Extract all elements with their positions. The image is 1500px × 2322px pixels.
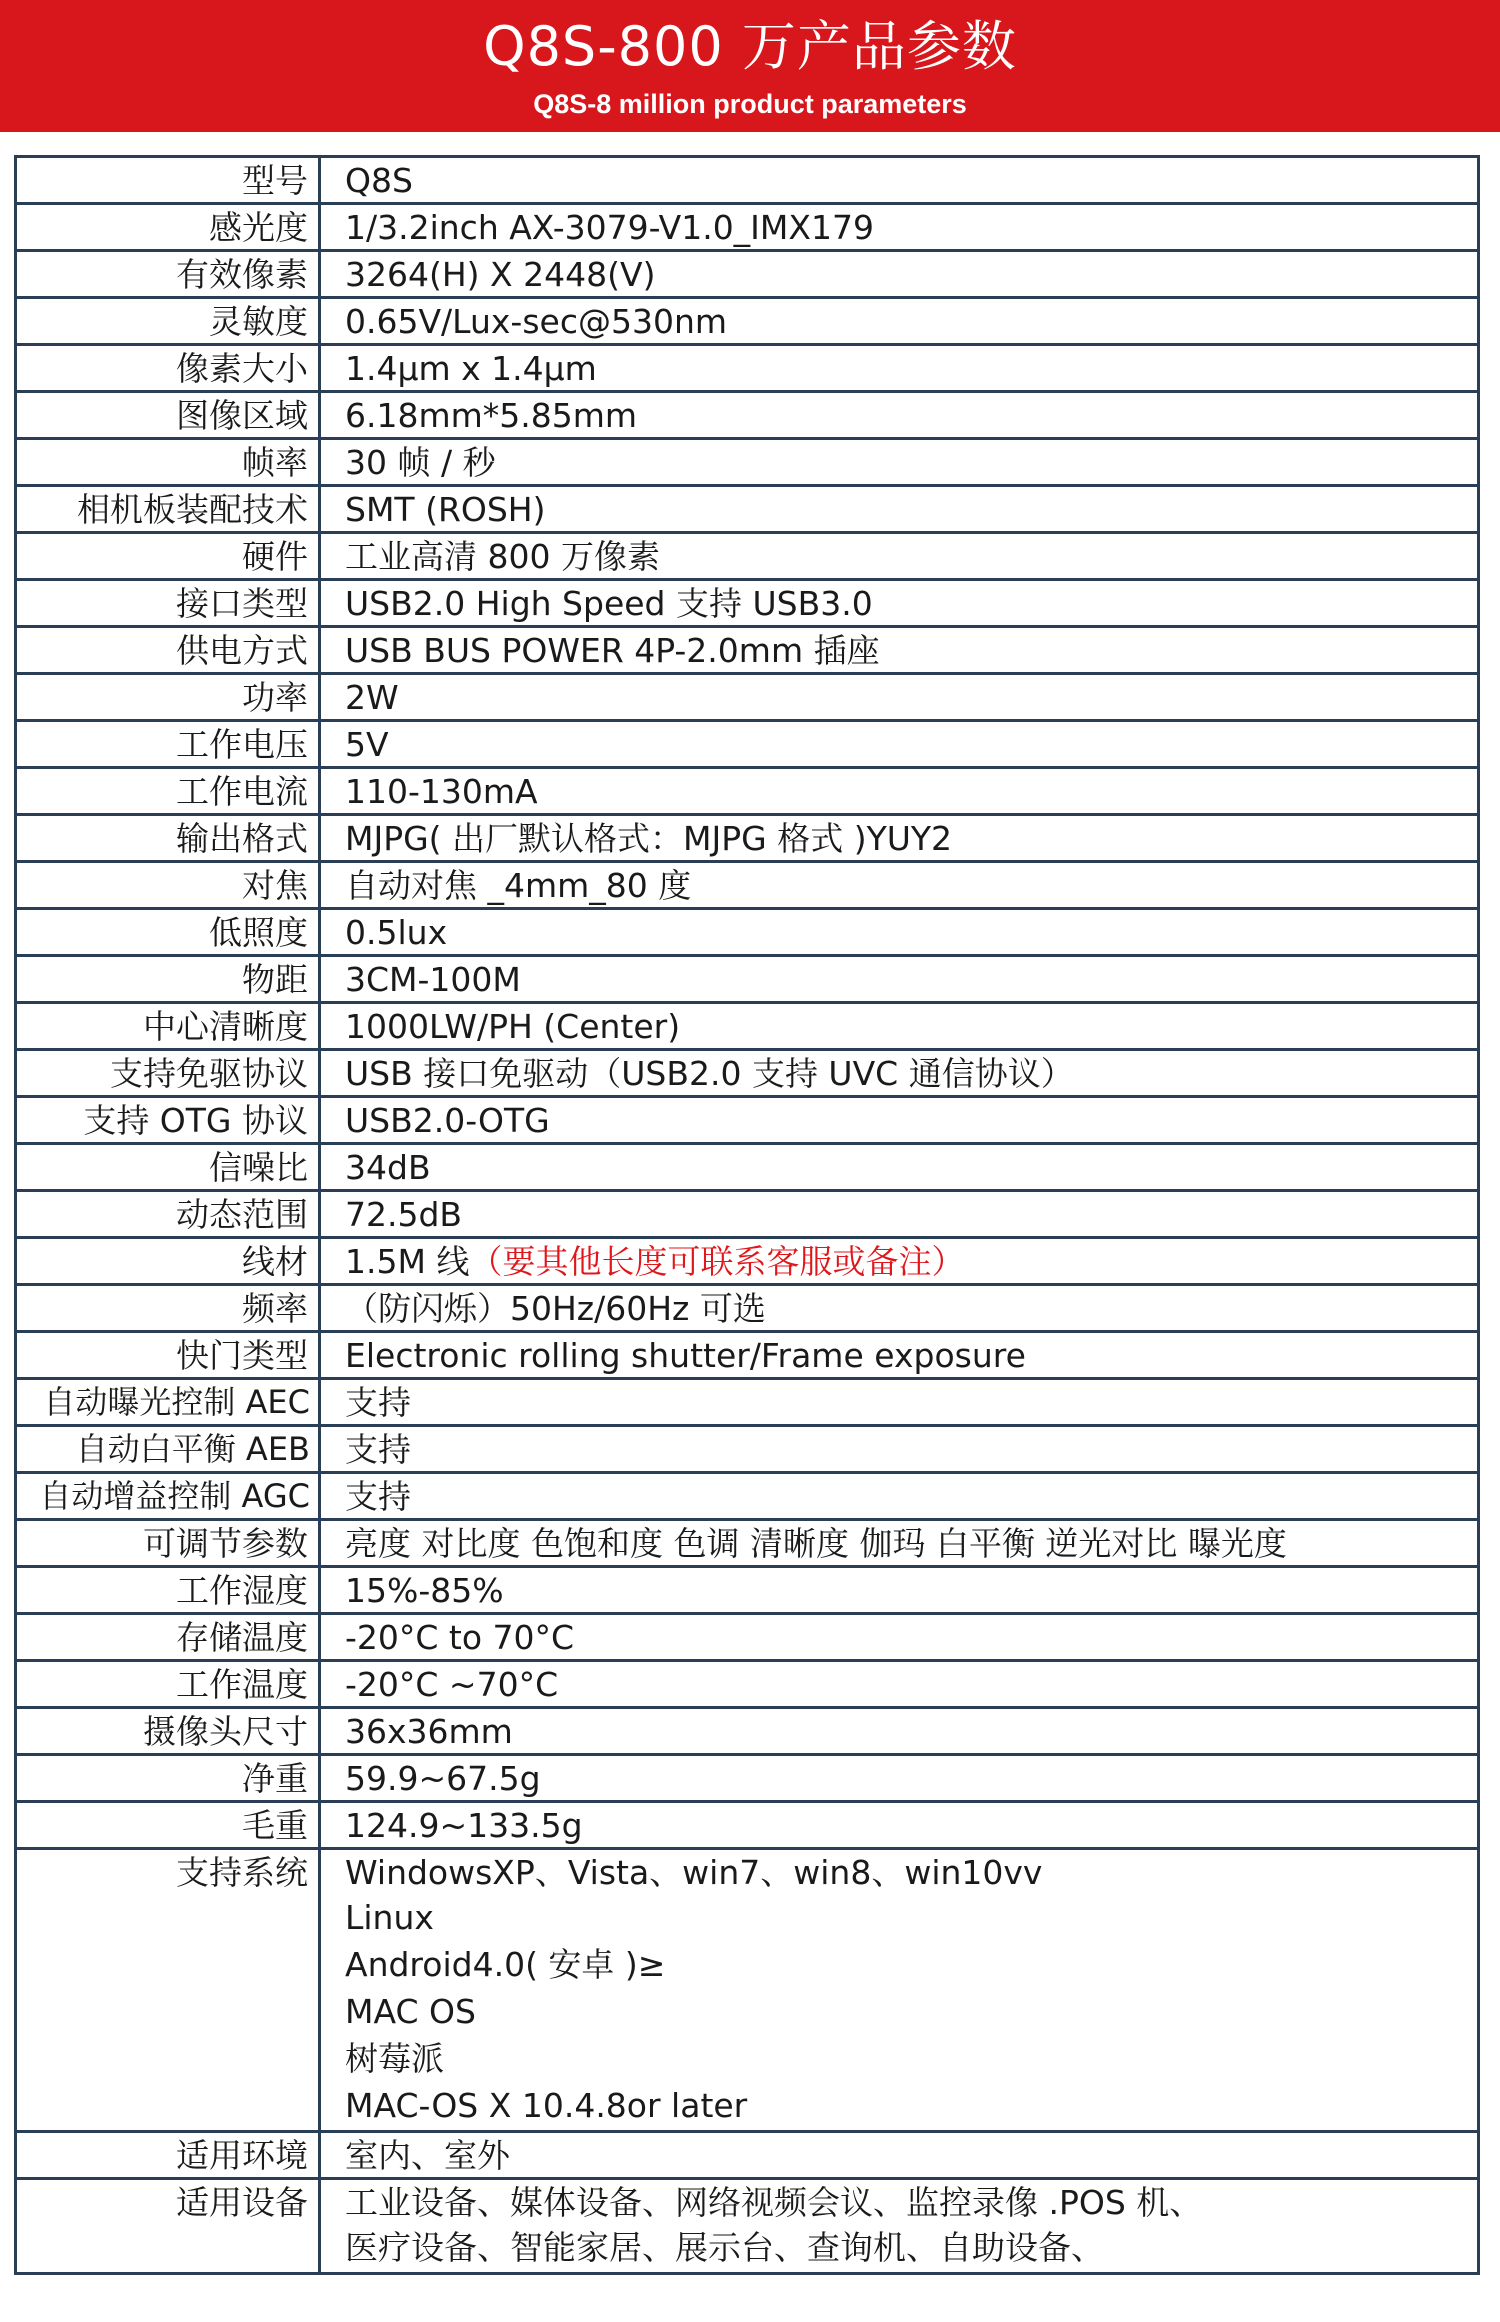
- spec-value-text: 1/3.2inch AX-3079-V1.0_IMX179: [345, 208, 874, 247]
- spec-value-note: （要其他长度可联系客服或备注）: [469, 1242, 965, 1281]
- spec-value-text: Q8S: [345, 161, 413, 200]
- spec-value: [320, 2179, 1479, 2274]
- spec-value-text: USB BUS POWER 4P-2.0mm 插座: [345, 631, 880, 670]
- spec-value-text: USB2.0-OTG: [345, 1101, 550, 1140]
- spec-value: [320, 251, 1479, 298]
- spec-value: [320, 956, 1479, 1003]
- spec-value-line: 医疗设备、智能家居、展示台、查询机、自助设备、: [345, 2228, 1104, 2267]
- spec-row: [16, 439, 1479, 486]
- spec-label: 型号: [16, 157, 320, 204]
- spec-row: [16, 1849, 1479, 2132]
- spec-row: [16, 204, 1479, 251]
- spec-label: 像素大小: [16, 345, 320, 392]
- spec-label: 感光度: [16, 204, 320, 251]
- spec-value-text: USB2.0 High Speed 支持 USB3.0: [345, 584, 873, 623]
- spec-row: [16, 815, 1479, 862]
- spec-value: [320, 486, 1479, 533]
- spec-value: [320, 1238, 1479, 1285]
- spec-value: [320, 298, 1479, 345]
- spec-value: [320, 1191, 1479, 1238]
- spec-value: [320, 1567, 1479, 1614]
- spec-value-text: 0.65V/Lux-sec@530nm: [345, 302, 728, 341]
- spec-label: 功率: [16, 674, 320, 721]
- spec-row: [16, 1238, 1479, 1285]
- spec-label: 可调节参数: [16, 1520, 320, 1567]
- spec-value: [320, 1426, 1479, 1473]
- page-title: Q8S-800 万产品参数: [483, 15, 1017, 78]
- spec-value: [320, 1473, 1479, 1520]
- spec-row: [16, 627, 1479, 674]
- spec-value-text: 1.4μm x 1.4μm: [345, 349, 597, 388]
- spec-row: [16, 1097, 1479, 1144]
- spec-value: [320, 1614, 1479, 1661]
- spec-row: [16, 1003, 1479, 1050]
- spec-value-text: -20°C to 70°C: [345, 1618, 575, 1657]
- spec-value: [320, 768, 1479, 815]
- spec-row: [16, 392, 1479, 439]
- spec-value-text: Electronic rolling shutter/Frame exposure: [345, 1336, 1026, 1375]
- spec-value: [320, 1003, 1479, 1050]
- spec-label: 帧率: [16, 439, 320, 486]
- spec-row: [16, 486, 1479, 533]
- spec-row: [16, 1426, 1479, 1473]
- spec-label: 工作电压: [16, 721, 320, 768]
- spec-row: [16, 1332, 1479, 1379]
- spec-value-line: 工业设备、媒体设备、网络视频会议、监控录像 .POS 机、: [345, 2183, 1203, 2222]
- spec-value: [320, 721, 1479, 768]
- spec-value-text: SMT (ROSH): [345, 490, 546, 529]
- spec-value-text: 15%-85%: [345, 1571, 504, 1610]
- spec-row: [16, 580, 1479, 627]
- spec-value-text: 2W: [345, 678, 399, 717]
- spec-value: [320, 533, 1479, 580]
- spec-row: [16, 157, 1479, 204]
- spec-value-text: 支持: [345, 1477, 411, 1516]
- spec-row: [16, 1520, 1479, 1567]
- spec-value-text: 支持: [345, 1383, 411, 1422]
- spec-row: [16, 768, 1479, 815]
- spec-label: 低照度: [16, 909, 320, 956]
- spec-value-text: 59.9~67.5g: [345, 1759, 541, 1798]
- spec-value-text: 5V: [345, 725, 389, 764]
- spec-value: [320, 1849, 1479, 2132]
- spec-value-text: 室内、室外: [345, 2136, 510, 2175]
- spec-row: [16, 1379, 1479, 1426]
- spec-row: [16, 1473, 1479, 1520]
- spec-value-text: 自动对焦 _4mm_80 度: [345, 866, 692, 905]
- spec-value-line: Android4.0( 安卓 )≥: [345, 1945, 666, 1984]
- spec-value-line: WindowsXP、Vista、win7、win8、win10vv: [345, 1853, 1043, 1892]
- header-banner: [0, 0, 1500, 132]
- spec-row: [16, 1614, 1479, 1661]
- spec-value-line: 树莓派: [345, 2039, 444, 2078]
- spec-value: [320, 2132, 1479, 2179]
- spec-label: 适用设备: [16, 2179, 320, 2274]
- spec-label: 快门类型: [16, 1332, 320, 1379]
- spec-value: [320, 627, 1479, 674]
- spec-value-text: -20°C ~70°C: [345, 1665, 559, 1704]
- spec-row: [16, 956, 1479, 1003]
- spec-row: [16, 1661, 1479, 1708]
- spec-value: [320, 862, 1479, 909]
- spec-row: [16, 1191, 1479, 1238]
- spec-label: 动态范围: [16, 1191, 320, 1238]
- spec-label: 相机板装配技术: [16, 486, 320, 533]
- spec-row: [16, 345, 1479, 392]
- spec-label: 毛重: [16, 1802, 320, 1849]
- spec-row: [16, 1802, 1479, 1849]
- spec-label: 信噪比: [16, 1144, 320, 1191]
- spec-label: 输出格式: [16, 815, 320, 862]
- spec-value: [320, 1708, 1479, 1755]
- spec-value-text: 30 帧 / 秒: [345, 443, 496, 482]
- spec-label: 图像区域: [16, 392, 320, 439]
- spec-value-text: 3264(H) X 2448(V): [345, 255, 656, 294]
- spec-label: 工作电流: [16, 768, 320, 815]
- spec-row: [16, 251, 1479, 298]
- spec-label: 接口类型: [16, 580, 320, 627]
- spec-label: 净重: [16, 1755, 320, 1802]
- spec-label: 中心清晰度: [16, 1003, 320, 1050]
- spec-value: [320, 1379, 1479, 1426]
- spec-row: [16, 2179, 1479, 2274]
- spec-value: [320, 674, 1479, 721]
- spec-row: [16, 298, 1479, 345]
- spec-row: [16, 862, 1479, 909]
- spec-value-text: （防闪烁）50Hz/60Hz 可选: [345, 1289, 766, 1328]
- spec-value: [320, 1520, 1479, 1567]
- spec-value: [320, 580, 1479, 627]
- spec-label: 对焦: [16, 862, 320, 909]
- spec-row: [16, 1144, 1479, 1191]
- spec-value: [320, 204, 1479, 251]
- spec-value-line: MAC-OS X 10.4.8or later: [345, 2086, 748, 2125]
- spec-row: [16, 533, 1479, 580]
- spec-label: 摄像头尺寸: [16, 1708, 320, 1755]
- spec-label: 灵敏度: [16, 298, 320, 345]
- spec-label: 有效像素: [16, 251, 320, 298]
- spec-row: [16, 1567, 1479, 1614]
- spec-label: 硬件: [16, 533, 320, 580]
- spec-value-text: 72.5dB: [345, 1195, 463, 1234]
- spec-row: [16, 2132, 1479, 2179]
- spec-value: [320, 345, 1479, 392]
- spec-value: [320, 1097, 1479, 1144]
- spec-label: 自动白平衡 AEB: [16, 1426, 320, 1473]
- spec-label: 供电方式: [16, 627, 320, 674]
- spec-value-text: 1.5M 线: [345, 1242, 470, 1281]
- spec-row: [16, 909, 1479, 956]
- spec-value-text: 110-130mA: [345, 772, 538, 811]
- spec-row: [16, 721, 1479, 768]
- spec-value-line: Linux: [345, 1898, 434, 1937]
- spec-value: [320, 909, 1479, 956]
- spec-value-text: 124.9~133.5g: [345, 1806, 583, 1845]
- spec-value-text: 工业高清 800 万像素: [345, 537, 660, 576]
- spec-label: 线材: [16, 1238, 320, 1285]
- spec-value-text: 6.18mm*5.85mm: [345, 396, 638, 435]
- spec-value-text: 3CM-100M: [345, 960, 521, 999]
- spec-label: 工作温度: [16, 1661, 320, 1708]
- spec-value: [320, 439, 1479, 486]
- spec-value-text: 支持: [345, 1430, 411, 1469]
- spec-value: [320, 1332, 1479, 1379]
- spec-value: [320, 392, 1479, 439]
- spec-value: [320, 1661, 1479, 1708]
- spec-value-text: MJPG( 出厂默认格式：MJPG 格式 )YUY2: [345, 819, 953, 858]
- spec-value: [320, 1802, 1479, 1849]
- spec-row: [16, 1285, 1479, 1332]
- spec-label: 自动曝光控制 AEC: [16, 1379, 320, 1426]
- spec-value: [320, 1755, 1479, 1802]
- spec-row: [16, 674, 1479, 721]
- spec-label: 适用环境: [16, 2132, 320, 2179]
- page-subtitle: Q8S-8 million product parameters: [533, 89, 967, 119]
- spec-label: 支持 OTG 协议: [16, 1097, 320, 1144]
- spec-label: 存储温度: [16, 1614, 320, 1661]
- spec-row: [16, 1755, 1479, 1802]
- spec-label: 支持系统: [16, 1849, 320, 2132]
- spec-label: 工作湿度: [16, 1567, 320, 1614]
- spec-value-text: 34dB: [345, 1148, 431, 1187]
- spec-value: [320, 1050, 1479, 1097]
- spec-row: [16, 1050, 1479, 1097]
- spec-label: 自动增益控制 AGC: [16, 1473, 320, 1520]
- spec-table-body: [16, 157, 1479, 2274]
- spec-value-line: MAC OS: [345, 1992, 476, 2031]
- spec-value: [320, 815, 1479, 862]
- spec-value: [320, 157, 1479, 204]
- spec-label: 频率: [16, 1285, 320, 1332]
- spec-label: 物距: [16, 956, 320, 1003]
- spec-value: [320, 1144, 1479, 1191]
- spec-value: [320, 1285, 1479, 1332]
- spec-row: [16, 1708, 1479, 1755]
- spec-value-text: USB 接口免驱动（USB2.0 支持 UVC 通信协议）: [345, 1054, 1074, 1093]
- spec-value-text: 0.5lux: [345, 913, 448, 952]
- spec-value-text: 1000LW/PH (Center): [345, 1007, 681, 1046]
- spec-table: [14, 155, 1480, 2275]
- spec-label: 支持免驱协议: [16, 1050, 320, 1097]
- spec-value-text: 36x36mm: [345, 1712, 513, 1751]
- spec-value-text: 亮度 对比度 色饱和度 色调 清晰度 伽玛 白平衡 逆光对比 曝光度: [345, 1524, 1287, 1563]
